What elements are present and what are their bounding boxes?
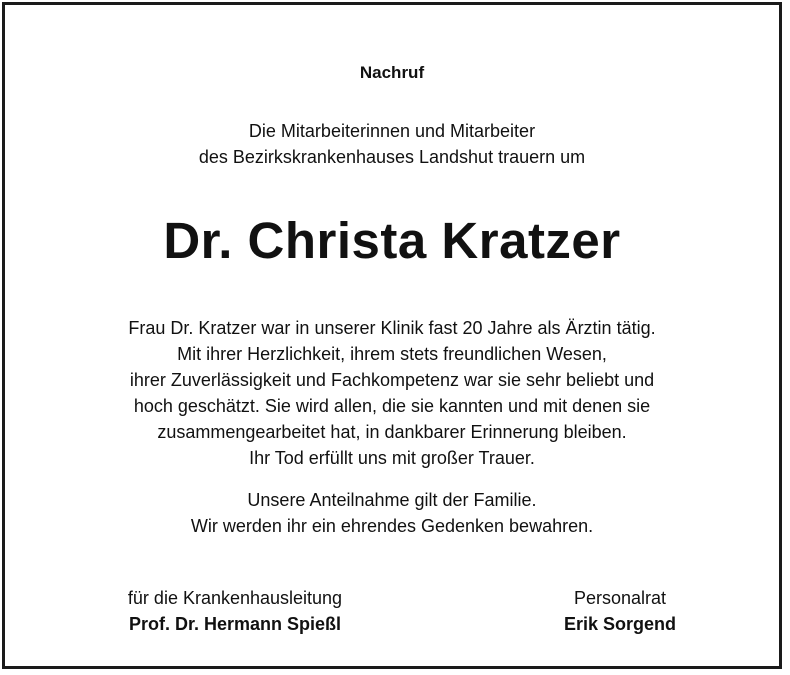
notice-intro (5, 118, 779, 170)
notice-frame (2, 2, 782, 669)
signature-role: für die Krankenhausleitung (127, 588, 343, 608)
intro-line: Die Mitarbeiterinnen und Mitarbeiter (248, 121, 536, 141)
signature-role: Personalrat (573, 588, 667, 608)
condolence-line: Wir werden ihr ein ehrendes Gedenken bewahren. (190, 516, 594, 536)
body-line: Mit ihrer Herzlichkeit, ihrem stets freundlichen Wesen, (177, 344, 607, 364)
body-line: Ihr Tod erfüllt uns mit großer Trauer. (249, 448, 535, 468)
body-line: zusammengearbeitet hat, in dankbarer Erinnerung bleiben. (157, 422, 627, 442)
body-line: ihrer Zuverlässigkeit und Fachkompetenz war sie sehr beliebt und (129, 370, 655, 390)
body-line: Frau Dr. Kratzer war in unserer Klinik fast 20 Jahre als Ärztin tätig. (128, 318, 656, 338)
notice-condolence (5, 487, 779, 539)
signature-name: Prof. Dr. Hermann Spießl (128, 614, 342, 634)
signature-staff-council (535, 585, 705, 637)
condolence-line: Unsere Anteilnahme gilt der Familie. (247, 490, 537, 510)
deceased-name: Dr. Christa Kratzer (163, 212, 621, 269)
signature-management (105, 585, 365, 637)
notice-body (5, 315, 779, 471)
body-line: hoch geschätzt. Sie wird allen, die sie kannten und mit denen sie (133, 396, 651, 416)
notice-heading: Nachruf (359, 63, 425, 82)
intro-line: des Bezirkskrankenhauses Landshut trauern um (198, 147, 586, 167)
signature-name: Erik Sorgend (563, 614, 677, 634)
